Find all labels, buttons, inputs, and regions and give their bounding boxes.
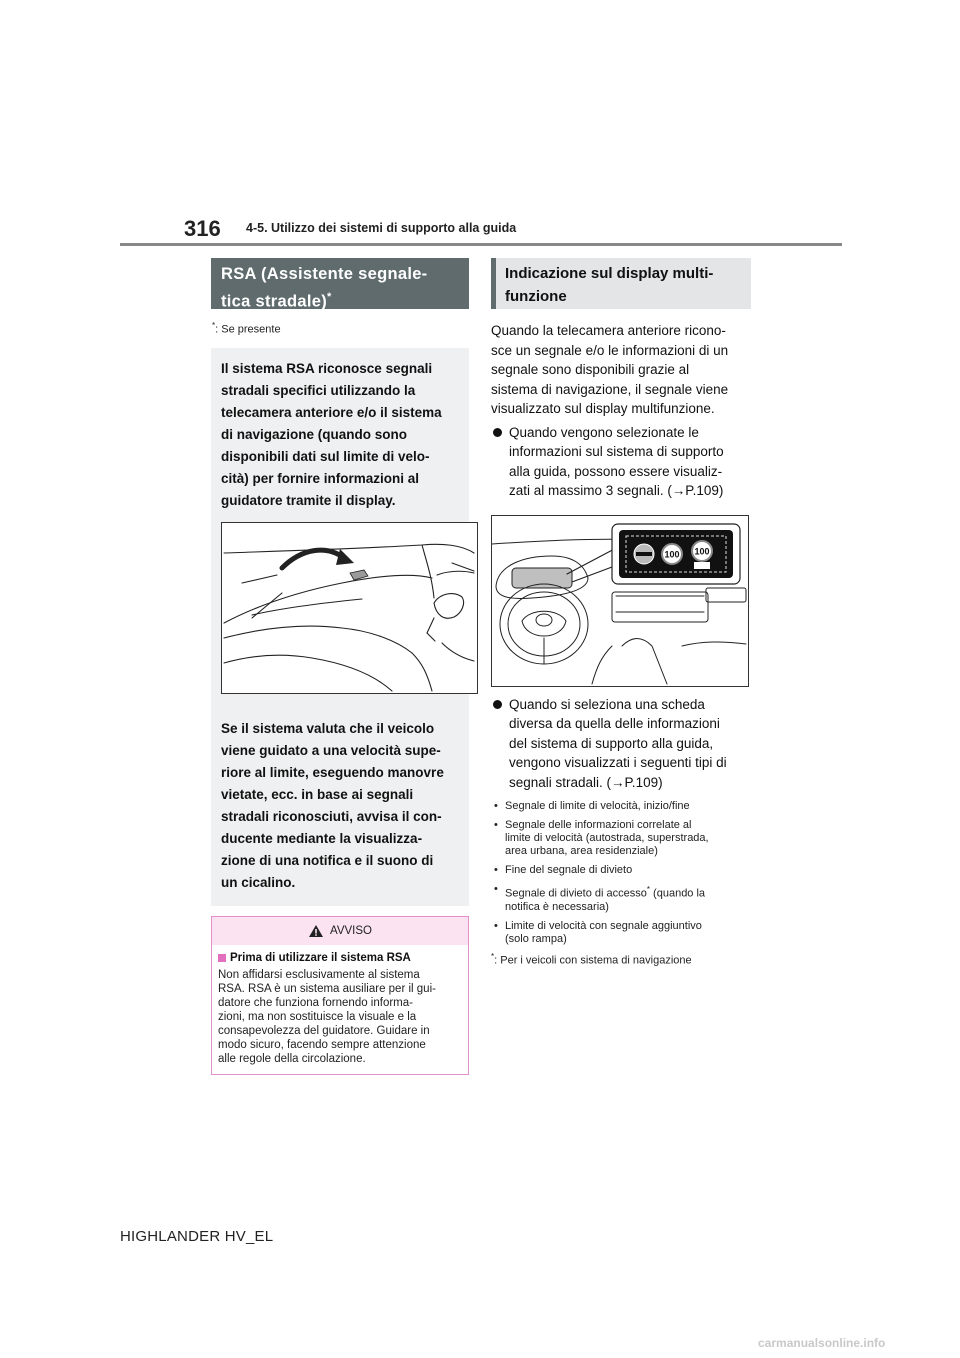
display-title-line2: funzione: [505, 288, 567, 305]
header-rule: [120, 243, 842, 246]
list-item-after-sup: (quando la: [650, 887, 706, 900]
list-item-line: Segnale di divieto di accesso: [505, 887, 647, 900]
nav-footnote-text: : Per i veicoli con sistema di navigazione: [494, 954, 692, 967]
warning-line: alle regole della circolazione.: [218, 1052, 366, 1065]
warning-subtitle: [218, 952, 462, 964]
bullet-paragraph-1: [491, 423, 751, 501]
mirror-line: [452, 563, 474, 571]
console-left: [592, 646, 612, 684]
bullet-1-line: Quando vengono selezionate le: [509, 424, 699, 440]
rsa-alert-line: viene guidato a una velocità supe-: [221, 742, 441, 758]
warning-triangle-icon: [308, 924, 324, 938]
mirror-stalk: [427, 618, 435, 641]
bullet-2-line: vengono visualizzati i seguenti tipi di: [509, 755, 727, 770]
steering-logo: [536, 614, 552, 626]
small-bullet-icon: •: [494, 864, 498, 876]
fender-edge: [412, 653, 432, 691]
rsa-intro-line: di navigazione (quando sono: [221, 426, 408, 442]
footnote-mark: *: [212, 321, 216, 330]
chapter-title: 4-5. Utilizzo dei sistemi di supporto alla guida: [246, 221, 517, 235]
bullet-paragraph-2: [491, 695, 751, 793]
list-item-sup: *: [646, 885, 650, 894]
car-front-drawing: [222, 523, 477, 693]
speed-limit-text: 100: [664, 549, 680, 559]
rsa-alert-line: ducente mediante la visualizza-: [221, 830, 423, 846]
display-intro-line: sce un segnale e/o le informazioni di un: [491, 342, 729, 358]
list-item: [491, 800, 751, 813]
hood-crease: [252, 599, 362, 615]
list-item: [491, 864, 751, 877]
rsa-section-title: [211, 258, 469, 309]
list-item-line: notifica è necessaria): [505, 900, 609, 913]
rsa-alert-line: un cicalino.: [221, 874, 296, 890]
hood-line: [224, 626, 412, 653]
bullet-1-line: informazioni sul sistema di supporto: [509, 444, 724, 459]
arrow-head: [336, 549, 354, 565]
model-name: HIGHLANDER HV_EL: [120, 1228, 274, 1245]
bullet-2-line: segnali stradali. (→P.109): [509, 774, 663, 790]
roof-line: [224, 544, 474, 553]
list-item-line: (solo rampa): [505, 932, 567, 945]
display-intro-line: visualizzato sul display multifunzione.: [491, 401, 715, 416]
rsa-footnote: [212, 321, 469, 336]
rsa-intro-line: cità) per fornire informazioni al: [221, 470, 420, 486]
display-intro-line: Quando la telecamera anteriore ricono-: [491, 323, 726, 338]
rsa-alert-line: stradali riconosciuti, avvisa il con-: [221, 808, 442, 824]
warning-header: [212, 917, 468, 945]
rsa-title-line1: RSA (Assistente segnale-: [221, 265, 428, 283]
list-item-line: Segnale di limite di velocità, inizio/fine: [505, 800, 690, 812]
door-line: [442, 643, 474, 661]
wiper-right: [252, 593, 282, 618]
warning-line: consapevolezza del guidatore. Guidare in: [218, 1024, 430, 1037]
rsa-title-line2: tica stradale): [221, 292, 327, 311]
list-item: [491, 883, 751, 914]
nav-footnote-mark: *: [491, 951, 495, 961]
list-item-line: Segnale delle informazioni correlate al: [505, 819, 692, 831]
warning-line: datore che funziona fornendo informa-: [218, 996, 413, 1009]
bullet-1-text: [509, 423, 724, 501]
bullet-dot-icon: [491, 423, 509, 501]
watermark: carmanualsonline.info: [758, 1336, 886, 1350]
console-right: [682, 641, 746, 645]
rsa-intro-line: guidatore tramite il display.: [221, 492, 396, 508]
warning-body: [212, 945, 468, 1074]
steering-hub: [522, 611, 566, 636]
cluster-screen: [512, 568, 572, 588]
rsa-alert-line: riore al limite, eseguendo manovre: [221, 764, 444, 780]
display-section-title: [491, 258, 751, 309]
warning-text: [218, 968, 462, 1066]
display-intro-line: segnale sono disponibili grazie al: [491, 362, 690, 377]
list-item-line: Limite di velocità con segnale aggiuntivo: [505, 919, 702, 932]
rsa-intro-line: stradali specifici utilizzando la: [221, 382, 416, 398]
sign-type-list: [491, 800, 751, 946]
bumper-line: [224, 655, 392, 691]
small-bullet-icon: •: [494, 883, 498, 895]
warning-line: Non affidarsi esclusivamente al sistema: [218, 968, 420, 981]
list-item-line: area urbana, area residenziale): [505, 845, 658, 857]
rsa-intro-line: Il sistema RSA riconosce segnali: [221, 360, 433, 376]
rsa-title-sup: *: [327, 291, 332, 303]
rsa-title-line2-wrap: [221, 286, 459, 314]
bullet-2-line: del sistema di supporto alla guida,: [509, 735, 714, 751]
rsa-intro-line: telecamera anteriore e/o il sistema: [221, 404, 442, 420]
pink-square-icon: [218, 954, 226, 962]
vent-right: [706, 588, 746, 602]
side-window: [437, 571, 474, 575]
warning-line: zioni, ma non sostituisce la visuale e la: [218, 1010, 417, 1023]
navigation-footnote: [491, 952, 751, 967]
dashboard-drawing: [492, 516, 748, 686]
list-item: [491, 920, 751, 946]
warning-box: [211, 916, 469, 1075]
rsa-alert-box: [211, 706, 469, 906]
bullet-1-line: zati al massimo 3 segnali. (→P.109): [509, 483, 724, 498]
small-bullet-icon: •: [494, 819, 498, 831]
list-item-line: Fine del segnale di divieto: [505, 864, 633, 876]
arrow-shaft: [282, 550, 344, 568]
display-title-line1: Indicazione sul display multi-: [505, 265, 714, 282]
no-entry-bar: [636, 552, 652, 556]
list-item: [491, 819, 751, 858]
rsa-alert-line: Se il sistema valuta che il veicolo: [221, 720, 435, 736]
a-pillar: [422, 545, 434, 598]
display-intro-line: sistema di navigazione, il segnale viene: [491, 381, 729, 397]
small-bullet-icon: •: [494, 800, 498, 812]
warning-subtitle-text: Prima di utilizzare il sistema RSA: [230, 951, 411, 964]
side-mirror: [434, 593, 464, 618]
small-bullet-icon: •: [494, 919, 498, 932]
bullet-2-text: [509, 695, 727, 793]
control-rows: [616, 596, 704, 612]
bullet-2-line: diversa da quella delle informazioni: [509, 716, 720, 731]
bullet-1-line: alla guida, possono essere visualiz-: [509, 463, 723, 479]
right-column: [491, 258, 751, 966]
wiper-left: [242, 575, 277, 583]
rsa-alert-line: zione di una notifica e il suono di: [221, 852, 434, 868]
dashboard-illustration: [491, 515, 749, 687]
rsa-intro-line: disponibili dati sul limite di velo-: [221, 448, 430, 464]
warning-line: modo sicuro, facendo sempre attenzione: [218, 1038, 426, 1051]
bullet-dot-icon: [491, 695, 509, 793]
display-intro: [491, 321, 751, 419]
left-column: [211, 258, 469, 1075]
ramp-plate-icon: [694, 562, 710, 569]
warning-line: RSA. RSA è un sistema ausiliare per il gui-: [218, 982, 436, 995]
warning-label: AVVISO: [330, 924, 372, 937]
bullet-2-line: Quando si seleziona una scheda: [509, 696, 705, 712]
rsa-intro-box: [211, 348, 469, 706]
windshield-camera-illustration: [221, 522, 478, 694]
speed-limit-ramp-text: 100: [694, 546, 710, 556]
page-number: 316: [184, 216, 221, 241]
rsa-alert-line: vietate, ecc. in base ai segnali: [221, 786, 414, 802]
list-item-line-wrap: [505, 883, 705, 901]
list-item-line: limite di velocità (autostrada, superstrada,: [505, 832, 709, 844]
footnote-text: : Se presente: [215, 323, 281, 336]
shifter-area: [622, 638, 667, 684]
